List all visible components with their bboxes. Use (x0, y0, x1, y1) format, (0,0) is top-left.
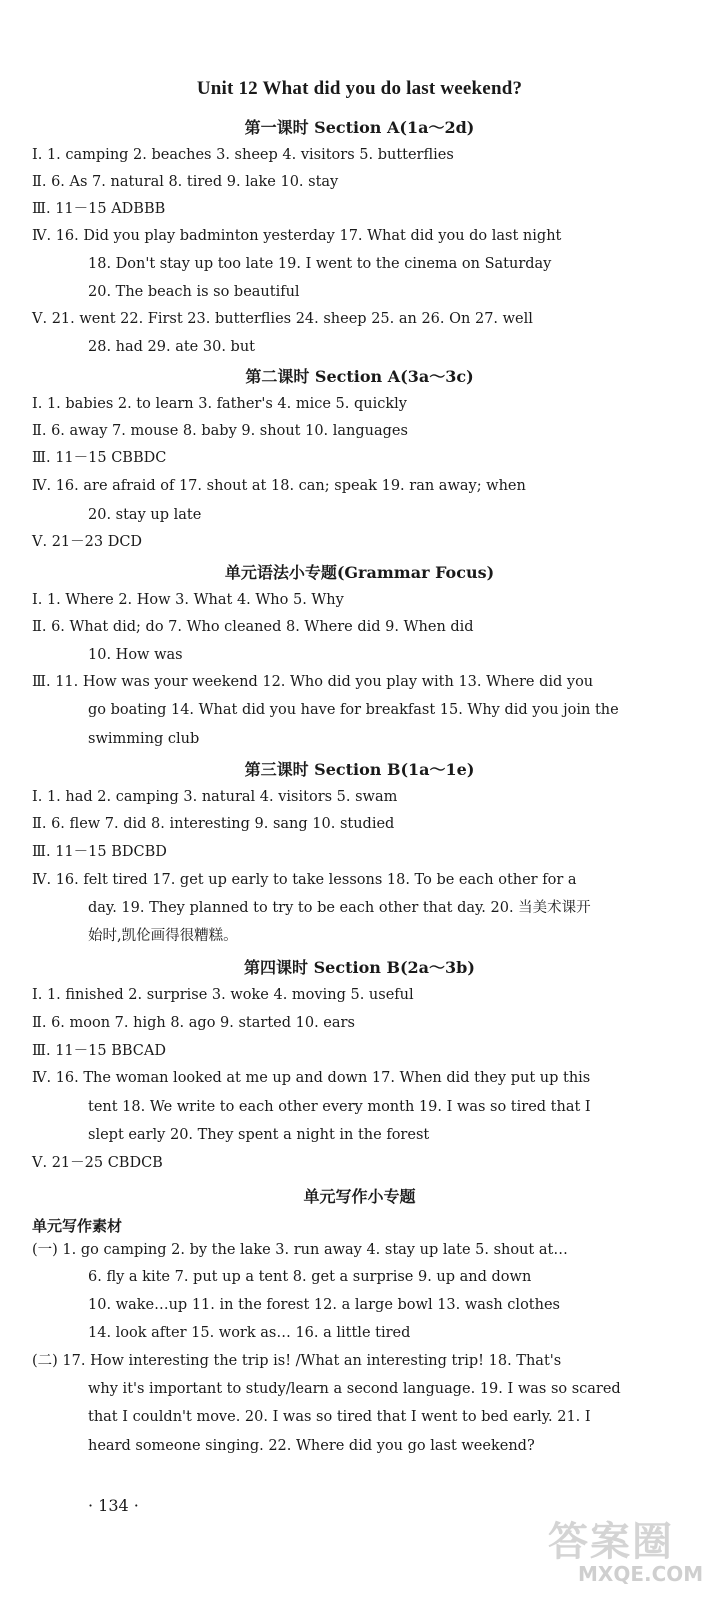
answer-line: why it's important to study/learn a second language. 19. I was so scared (88, 1381, 621, 1397)
answer-line: 6. fly a kite 7. put up a tent 8. get a surprise 9. up and down (88, 1269, 532, 1285)
section-heading-a2: 第二课时 Section A(3a～3c) (245, 367, 474, 386)
answer-line: Ⅰ. 1. had 2. camping 3. natural 4. visitors 5. swam (32, 789, 398, 805)
answer-line: Ⅰ. 1. finished 2. surprise 3. woke 4. moving 5. useful (32, 987, 414, 1003)
answer-line: Ⅳ. 16. The woman looked at me up and down 17. When did they put up this (32, 1070, 591, 1086)
section-heading-grammar: 单元语法小专题(Grammar Focus) (224, 563, 495, 582)
answer-line: 10. wake…up 11. in the forest 12. a large bowl 13. wash clothes (88, 1297, 560, 1313)
answer-line: (二) 17. How interesting the trip is! /What an interesting trip! 18. That's (32, 1353, 562, 1369)
answer-line: Ⅴ. 21－25 CBDCB (32, 1155, 163, 1171)
answer-line: heard someone singing. 22. Where did you go last weekend? (88, 1438, 535, 1454)
answer-line: Ⅰ. 1. Where 2. How 3. What 4. Who 5. Why (32, 592, 344, 608)
section-heading-a1: 第一课时 Section A(1a～2d) (244, 118, 475, 137)
answer-line: Ⅱ. 6. As 7. natural 8. tired 9. lake 10. stay (32, 174, 339, 190)
answer-line: (一) 1. go camping 2. by the lake 3. run away 4. stay up late 5. shout at… (32, 1242, 568, 1258)
answer-line: Ⅰ. 1. camping 2. beaches 3. sheep 4. visitors 5. butterflies (32, 147, 454, 163)
unit-title: Unit 12 What did you do last weekend? (196, 78, 523, 99)
watermark (538, 1510, 714, 1590)
answer-line: go boating 14. What did you have for breakfast 15. Why did you join the (88, 702, 619, 718)
answer-line: Ⅳ. 16. are afraid of 17. shout at 18. can; speak 19. ran away; when (32, 478, 526, 494)
answer-line: 18. Don't stay up too late 19. I went to the cinema on Saturday (88, 256, 552, 272)
answer-line: slept early 20. They spent a night in the forest (88, 1127, 430, 1143)
answer-line: Ⅱ. 6. flew 7. did 8. interesting 9. sang 10. studied (32, 816, 395, 832)
page-number: · 134 · (88, 1496, 139, 1515)
answer-line: Ⅴ. 21. went 22. First 23. butterflies 24. sheep 25. an 26. On 27. well (32, 311, 533, 327)
answer-line: Ⅲ. 11－15 BDCBD (32, 844, 167, 860)
answer-line: Ⅳ. 16. Did you play badminton yesterday 17. What did you do last night (32, 228, 562, 244)
answer-line: 始时,凯伦画得很糟糕。 (88, 928, 238, 944)
answer-line: 10. How was (88, 647, 183, 663)
answer-line: tent 18. We write to each other every month 19. I was so tired that I (88, 1099, 591, 1115)
watermark-site: MXQE.COM (578, 1562, 704, 1586)
answer-line: Ⅲ. 11－15 ADBBB (32, 201, 166, 217)
section-heading-writing: 单元写作小专题 (303, 1187, 416, 1206)
answer-line: 20. stay up late (88, 507, 202, 523)
section-heading-b1: 第三课时 Section B(1a～1e) (244, 760, 475, 779)
answer-line: day. 19. They planned to try to be each other that day. 20. 当美术课开 (88, 900, 591, 916)
answer-line: Ⅱ. 6. moon 7. high 8. ago 9. started 10. ears (32, 1015, 355, 1031)
answer-line: that I couldn't move. 20. I was so tired that I went to bed early. 21. I (88, 1409, 591, 1425)
answer-line: 20. The beach is so beautiful (88, 284, 300, 300)
section-heading-b2: 第四课时 Section B(2a～3b) (244, 958, 475, 977)
answer-line: Ⅲ. 11. How was your weekend 12. Who did you play with 13. Where did you (32, 674, 594, 690)
answer-line: Ⅱ. 6. away 7. mouse 8. baby 9. shout 10. languages (32, 423, 408, 439)
answer-line: Ⅲ. 11－15 CBBDC (32, 450, 167, 466)
answer-line: 14. look after 15. work as… 16. a little tired (88, 1325, 411, 1341)
answer-line: swimming club (88, 731, 200, 747)
answer-line: Ⅴ. 21－23 DCD (32, 534, 143, 550)
writing-material-heading: 单元写作素材 (32, 1217, 123, 1235)
answer-line: 28. had 29. ate 30. but (88, 339, 255, 355)
answer-line: Ⅳ. 16. felt tired 17. get up early to take lessons 18. To be each other for a (32, 872, 577, 888)
answer-line: Ⅰ. 1. babies 2. to learn 3. father's 4. mice 5. quickly (32, 396, 407, 412)
answer-line: Ⅱ. 6. What did; do 7. Who cleaned 8. Where did 9. When did (32, 619, 474, 635)
watermark-logo: 答案圈 (548, 1519, 674, 1565)
answer-line: Ⅲ. 11－15 BBCAD (32, 1043, 166, 1059)
